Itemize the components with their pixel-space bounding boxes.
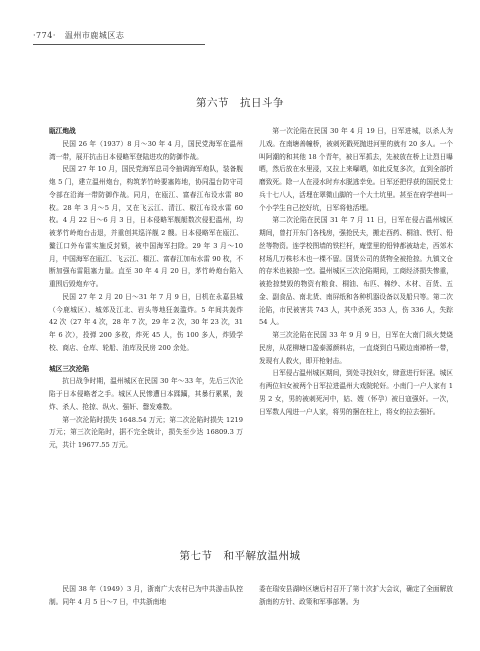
paragraph: 民国 27 年 10 月，国民党海军总司令抽调海军炮队，装备舰炮 5 门，建立温州炮台，构筑茅竹岭要塞阵地，协同温台防守司令部在沿海一带防御作战。同月，在瓯江、富春江布设水雷 80 枚。28 年 3 月～5 月，又在飞云江、清江、椒江布设水雷 60 枚。4 月 22 日～6 月 3 日，日本侵略军舰艇数次侵犯温州，均被茅竹岭炮台击退，并重创其巡洋舰 2 艘。日本侵略军在瓯江、鳌江口外布雷实施反封锁，被中国海军扫除。29 年 3 月～10 月，中国海军在瓯江、飞云江、椒江、富春江加布水雷 90 枚，不断加强布雷阻塞力量。直至 30 年 4 月 20 日，茅竹岭炮台陷入重围后毁炮弃守。 bbox=[49, 165, 243, 288]
book-title: 温州市鹿城区志 bbox=[64, 31, 125, 40]
spacer bbox=[49, 355, 243, 363]
paragraph: 第一次沦陷在民国 30 年 4 月 19 日，日军进城，以杀人为儿戏。在南塘善幢桥，被刺死戳死抛进河里的就有 20 多人。一个叫阿潮的和其他 18 个青年，被日军抓去，先被放在桥上让烈日曝晒，然后放在水里浸，又拉上来曝晒，如此反复多次，直到全部折磨致死。除一人在浸水时弃水脱逃幸免。日军还把俘获的国民党士兵十七八人，活埋在翠微山脚的一个大土坑里。甚至在府学巷叫一个小学生自己挖好坑，日军将他活埋。 bbox=[259, 127, 453, 212]
paragraph: 委在瑞安县湖岭区塘后村召开了第十次扩大会议，确定了全面解放浙南的方针、政策和军事部署。为 bbox=[259, 585, 453, 606]
paragraph: 第一次沦陷时损失 1648.54 万元；第二次沦陷时损失 1219 万元；第三次沦陷时，据不完全统计，损失至少达 16809.3 万元，共计 19677.55 万元。 bbox=[49, 415, 243, 449]
section-7-title: 第七节 和平解放温州城 bbox=[179, 550, 301, 562]
running-header bbox=[33, 30, 124, 41]
paragraph: 第二次沦陷在民国 31 年 7 月 11 日，日军在侵占温州城区期间，曾打开东门各栈房，强抢民夫，搬走西药、桐油、铁钉、铅丝等物资。连学校图墙的铁栏杆，庵堂里的铅钟都被劫走，西郊木材场几万株杉木也一棵不留。国货公司的货物全被抢掠。九镇文仓的存米也被掠一空。温州城区三次沦陷期间，工商经济损失惨重，被抢掠焚毁的物资有粮食、桐油、布匹、棉纱、木材、百货、五金、副食品、南北货、南屏纸和各种机器设备以及船只等。第二次沦陷，市民被害共 743 人，其中杀死 353 人，伤 336 人，失踪 54 人。 bbox=[259, 216, 453, 327]
subsection-title-oujiang-artillery: 瓯江炮战 bbox=[49, 127, 76, 135]
paragraph: 抗日战争时期，温州城区在民国 30 年～33 年，先后三次沦陷于日本侵略者之手。城区人民惨遭日本蹂躏，其暴行累累，轰炸、杀人、抢掠、纵火、强奸、罄发难数。 bbox=[49, 377, 243, 411]
section-6-right-column bbox=[259, 125, 453, 418]
paragraph: 第三次沦陷在民国 33 年 9 月 9 日，日军在大南门纵火焚烧民房，从花柳塘口盈泰源颜料店，一直烧到白马殿边南禅桥一带，发现有人救火，即开枪射击。 bbox=[259, 331, 453, 365]
section-7-right-column bbox=[259, 583, 453, 609]
header-rule bbox=[33, 44, 205, 45]
section-7-left-column bbox=[49, 583, 243, 609]
paragraph: 日军侵占温州城区期间，到处寻找妇女，肆意进行奸淫。城区有两位妇女被两个日军拉进温州大戏院轮奸。小南门一户人家有 1 男 2 女，男的被刺死河中，姑、嫂（怀孕）被日寇强奸。一次，日军数人闯进一户人家，将男的捆在柱上，将女的拉去强奸。 bbox=[259, 369, 453, 416]
page-number: ·774· bbox=[33, 31, 56, 40]
section-6-left-column bbox=[49, 125, 243, 452]
paragraph: 民国 38 年（1949）3 月，浙南广大农村已为中共游击队控制。同年 4 月 5 日～7 日，中共浙南地 bbox=[49, 585, 243, 606]
section-6-title: 第六节 抗日斗争 bbox=[196, 97, 284, 109]
paragraph: 民国 26 年（1937）8 月～30 年 4 月，国民党海军在温州湾一带，展开抗击日本侵略军登陆进攻的防御作战。 bbox=[49, 139, 243, 161]
paragraph: 民国 27 年 2 月 20 日～31 年 7 月 9 日，日机在永嘉县城（今鹿城区）、城郊及江北、岩头等地狂轰滥炸。5 年间共轰炸 42 次（27 年 4 次，28 年 7 次，29 年 2 次，30 年 23 次，31 年 6 次），投弹 200 多枚，炸死 45 人，伤 100 多人，炸毁学校、商店、仓库、轮船、油库及民房 200 余处。 bbox=[49, 292, 243, 352]
subsection-title-three-falls: 城区三次沦陷 bbox=[49, 364, 90, 373]
